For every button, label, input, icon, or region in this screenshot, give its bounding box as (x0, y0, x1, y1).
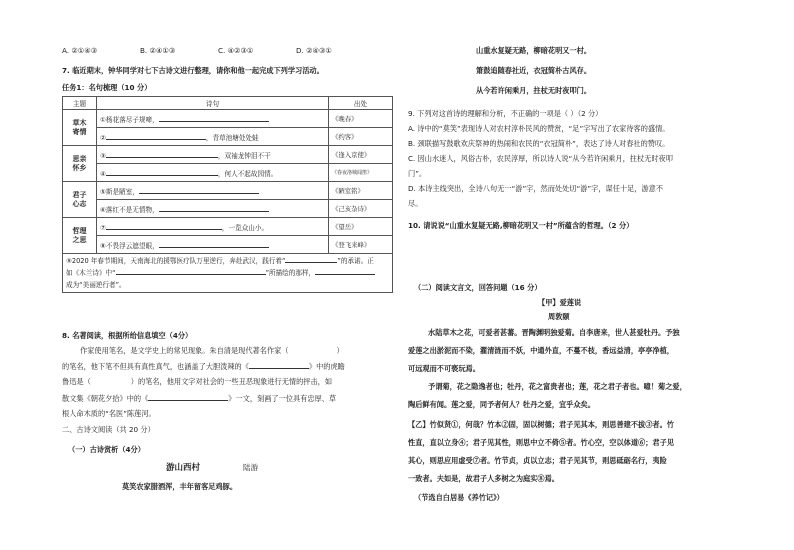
passage-jia-line: 爱莲之出淤泥而不染，濯清涟而不妖，中通外直，不蔓不枝，香远益清，亭亭净植， (408, 346, 674, 355)
header-source: 出处 (329, 97, 393, 110)
line-cell: ⑥落红不是无情物， (97, 200, 329, 218)
theme-cell: 哲理 之思 (63, 218, 97, 254)
passage-jia-line: 陶后鲜有闻。莲之爱，同予者何人？牡丹之爱，宜乎众矣。 (408, 400, 595, 409)
answer-blank[interactable] (315, 267, 375, 275)
header-theme: 主题 (63, 97, 97, 110)
table-row (63, 164, 393, 182)
line-cell: ④ ，何人不起故园情。 (97, 164, 329, 182)
theme-cell: 草木 寄情 (63, 110, 97, 146)
table-row (63, 110, 393, 128)
note-cell: ⑨2020 年春节期间，天南海北的援鄂医疗队万里逆行，奔赴武汉，践行着“ ”的承诺。正 如《木兰诗》中“ ”所描绘的那样， 成为“美丽逆行者”。 (63, 254, 393, 293)
passage-yi-line: 【乙】竹似贤①，何哉？竹本②固，固以树德；君子见其本，则思善建不拔③者。竹 (408, 420, 674, 429)
q8-line: 散文集《朝花夕拾》中的《 》一文，刻画了一位具有忠厚、草 (62, 394, 337, 403)
poem-table (62, 96, 393, 293)
line-cell: ⑤斯是陋室， (97, 182, 329, 200)
answer-blank[interactable] (159, 204, 269, 212)
table-header-row (63, 97, 393, 110)
table-row (63, 218, 393, 236)
passage-source: （节选自白居易《养竹记》） (414, 493, 504, 502)
line-cell: ② ，青草池塘处处蛙 (97, 128, 329, 146)
answer-blank[interactable] (106, 168, 218, 176)
table-row (63, 182, 393, 200)
passage-jia-line: 水陆草木之花，可爱者甚蕃。晋陶渊明独爱菊。自李唐来，世人甚爱牡丹。予独 (428, 328, 680, 337)
q9-option: 尽。 (408, 199, 423, 208)
answer-blank[interactable] (148, 393, 228, 401)
theme-cell: 君子 心志 (63, 182, 97, 218)
q8-line: 根人命木质的“名医”陈莲河。 (62, 409, 156, 418)
line-cell: ⑦ ，一览众山小。 (97, 218, 329, 236)
q8-line: 的笔名，他下笔不但具有真性真气，也涵盖了大胆泼辣的《 》中的虎瞻 (62, 362, 345, 371)
source-cell: 《约客》 (329, 128, 393, 146)
q9-option: C. 因山水迷人，风俗古朴，农民淳厚，所以诗人说“从今若许闲乘月，拄杖无时夜叩 (408, 154, 673, 163)
q9-option: D. 本诗主线突出，全诗八句无一“游”字，然而处处切“游”字，谋任十足，游意不 (408, 184, 664, 193)
passage-jia-title: 【甲】爱莲说 (538, 298, 582, 307)
answer-blank[interactable] (139, 186, 259, 194)
answer-blank[interactable] (159, 240, 269, 248)
header-line: 诗句 (97, 97, 329, 110)
passage-yi-line: 一致者。夫如是，故君子人多树之为庭实⑧焉。 (408, 474, 559, 483)
passage-yi-line: 性直，直以立身④；君子见其性，则思中立不倚⑤者。竹心空，空以体道⑥；君子见 (408, 438, 674, 447)
option-a: A. ②①④③ (62, 46, 98, 55)
table-row (63, 128, 393, 146)
task-1-title: 任务1：名句梳理（10 分） (62, 83, 152, 92)
question-10-title: 10. 请说说“山重水复疑无路,柳暗花明又一村”所蕴含的哲理。（2 分） (408, 221, 634, 230)
section-2-1-title: （一）古诗赏析（4分） (68, 445, 145, 454)
option-b: B. ②④①③ (140, 46, 176, 55)
passage-jia-line: 可远观而不可亵玩焉。 (408, 364, 480, 373)
answer-blank[interactable] (249, 361, 309, 369)
poem-line: 莫笑农家腊酒浑，丰年留客足鸡豚。 (122, 482, 238, 491)
source-cell: 《望岳》 (329, 218, 393, 236)
poem-author: 陆游 (243, 463, 259, 472)
table-row (63, 236, 393, 254)
passage-jia-author: 周敦颐 (548, 312, 570, 321)
passage-yi-line: 其心，则思应用虚受⑦者。竹节贞，贞以立志；君子见其节，则思砥砺名行，夷险 (408, 456, 667, 465)
table-note-row (63, 254, 393, 293)
source-cell: 《春夜洛城闻笛》 (329, 164, 393, 182)
q9-option: A. 诗中的“莫笑”表现诗人对农村淳朴民风的赞赏，“足”字写出了农家待客的盛情。 (408, 124, 670, 133)
table-row (63, 146, 393, 164)
poem-line: 从今若许闲乘月，拄杖无时夜叩门。 (476, 86, 592, 95)
answer-blank[interactable] (285, 255, 337, 263)
answer-blank[interactable] (116, 267, 266, 275)
source-cell: 《登飞来峰》 (329, 236, 393, 254)
section-2-2-title: （二）阅读文言文，回答问题（16 分） (414, 283, 542, 292)
source-cell: 《己亥杂诗》 (329, 200, 393, 218)
table-row (63, 200, 393, 218)
poem-line: 箫鼓追随春社近，衣冠简朴古风存。 (476, 66, 592, 75)
line-cell: ③ ，双袖龙钟泪不干 (97, 146, 329, 164)
passage-jia-line: 予谓菊，花之隐逸者也；牡丹，花之富贵者也；莲，花之君子者也。噫！菊之爱， (428, 382, 687, 391)
q9-option: B. 颈联描写鼓歌欢庆祭神的热闹和农民的“衣冠简朴”，表达了诗人对春社的赞叹。 (408, 139, 670, 148)
q8-line: 鲁迅是（ ）的笔名，他用文字对社会的一些丑恶现象进行无情的抨击，如 (62, 377, 333, 386)
poem-title: 游山西村 (166, 463, 201, 473)
answer-blank[interactable] (159, 114, 269, 122)
source-cell: 《晚春》 (329, 110, 393, 128)
option-c: C. ④②③① (218, 46, 254, 55)
line-cell: ①杨花落尽子规啼， (97, 110, 329, 128)
poem-line: 山重水复疑无路，柳暗花明又一村。 (476, 46, 592, 55)
answer-blank[interactable] (106, 132, 206, 140)
option-d: D. ②④③① (296, 46, 332, 55)
theme-cell: 思亲 怀乡 (63, 146, 97, 182)
question-8-title: 8. 名著阅读，根据所给信息填空（4分） (62, 331, 193, 340)
q9-option: 门”。 (408, 169, 427, 178)
answer-blank[interactable] (106, 150, 218, 158)
source-cell: 《陋室铭》 (329, 182, 393, 200)
source-cell: 《逢入京使》 (329, 146, 393, 164)
line-cell: ⑧不畏浮云遮望眼， (97, 236, 329, 254)
question-7-title: 7. 临近期末，钟华同学对七下古诗文进行整理，请你和他一起完成下列学习活动。 (62, 66, 324, 75)
section-2-title: 二、古诗文阅读（共 20 分） (62, 425, 155, 434)
q8-line: 作家使用笔名，是文学史上的常见现象。朱自清是现代著名作家（ ） (80, 346, 344, 355)
question-9-title: 9. 下列对这首诗的理解和分析，不正确的一项是（ ）（2 分） (408, 109, 603, 118)
answer-blank[interactable] (106, 222, 222, 230)
